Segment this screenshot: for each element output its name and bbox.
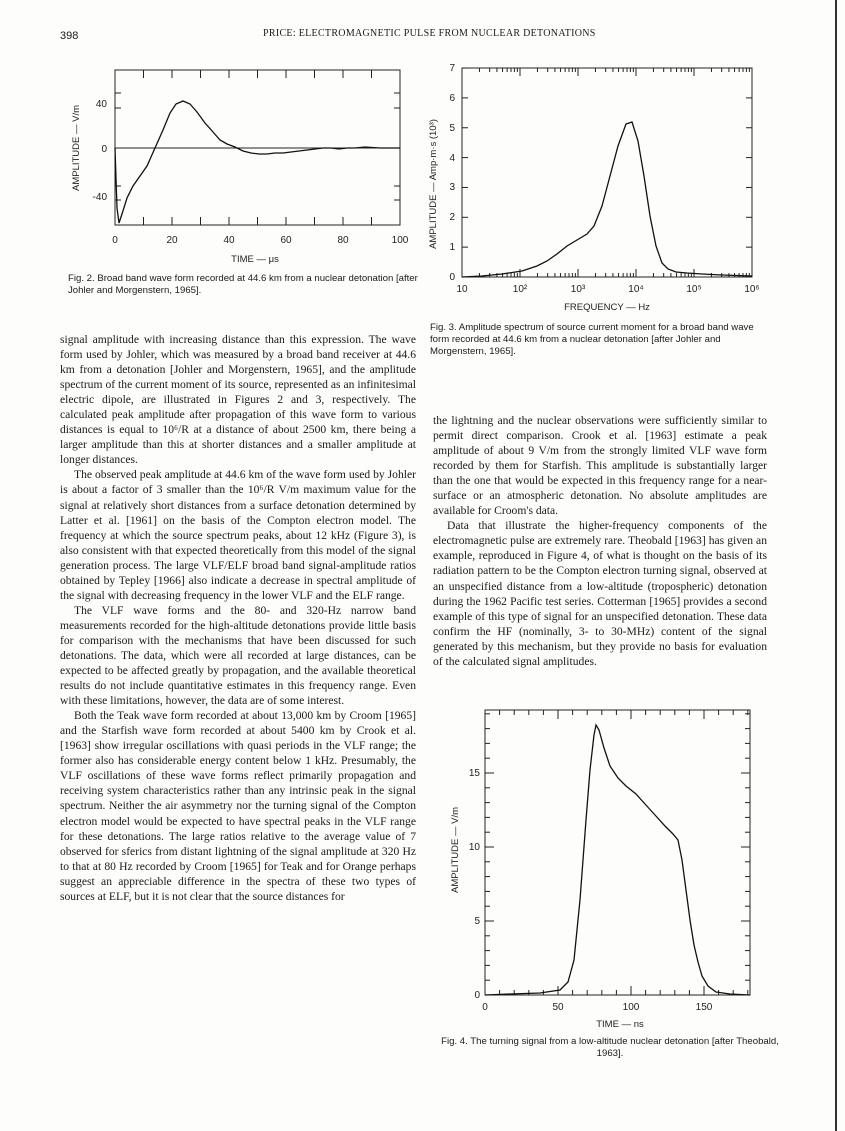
- left-column: [60, 332, 416, 904]
- fig4-ylabel: AMPLITUDE — V/m: [450, 806, 461, 894]
- paragraph: Data that illustrate the higher-frequency components of the electromagnetic pulse are extremely rare. Theobald [1963] has given an example, reproduced in Figure 4, of what is thought on the basis of its radiation pattern to be the Compton electron turning signal, observed at an unspecified distance from a low-altitude (tropospheric) detonation during the 1962 Pacific test series. Cotterman [1965] provides a second example of this type of signal for an unspecified detonation. These data confirm the HF (nominally, 3- to 30-MHz) content of the signal generated by this mechanism, but they provide no basis for evaluation of the calculated signal amplitudes.: [433, 519, 767, 668]
- fig4-frame: [485, 710, 750, 995]
- fig3-xtick: 10⁴: [628, 284, 644, 295]
- fig2-ytick: 0: [101, 144, 107, 155]
- paragraph: signal amplitude with increasing distance than this expression. The wave form used by Johler, which was measured by a broad band receiver at 44.6 km from a detonation [Johler and Morgenstern, 1965], and the amplitude spectrum of the current moment of its source, represented as an infinitesimal electric dipole, are illustrated in Figures 2 and 3, respectively. The calculated peak amplitude after propagation of this wave form to various distances is equal to 10⁶/R at a distance of about 2500 km, there being a larger amplitude than this at shorter distances and a smaller amplitude at longer distances.: [60, 333, 416, 467]
- fig4-xtick: 0: [482, 1002, 488, 1013]
- figure-4-chart: [440, 700, 760, 1030]
- figure-3-chart: [422, 56, 772, 318]
- running-head: PRICE: ELECTROMAGNETIC PULSE FROM NUCLEAR DETONATIONS: [263, 28, 596, 39]
- paragraph: Both the Teak wave form recorded at about 13,000 km by Croom [1965] and the Starfish wave form recorded at about 5400 km by Crook et al. [1963] show irregular oscillations with quasi periods in the VLF range; the former also has considerable energy content below 1 kHz. Presumably, the VLF oscillations of these wave forms reflect primarily propagation and receiving system characteristics rather than any intrinsic peak in the signal spectrum. Neither the air asymmetry nor the turning signal of the Compton electron model would be expected to have spectral peaks in the VLF range for these detonations. The large ratios relative to the average value of 7 observed for sferics from distant lightning of the signal amplitude at 320 Hz to that at 80 Hz recorded by Croom [1965] for Teak and for Orange perhaps suggest an appreciable difference in the spectra of these two types of sources at ELF, but it is not clear that the source distances for: [60, 709, 416, 903]
- fig4-xtick: 100: [622, 1002, 640, 1013]
- fig4-ytick: 0: [474, 990, 480, 1001]
- fig3-frame: [462, 68, 752, 277]
- fig3-ytick: 0: [449, 272, 455, 283]
- fig2-ylabel: AMPLITUDE — V/m: [71, 104, 82, 192]
- fig4-ytick: 10: [468, 842, 480, 853]
- fig3-ytick: 7: [449, 63, 455, 74]
- fig4-xtick: 150: [695, 1002, 713, 1013]
- fig4-ytick: 5: [474, 916, 480, 927]
- figure-3-caption: Fig. 3. Amplitude spectrum of source current moment for a broad band wave form recorded at 44.6 km from a nuclear detonation [after Johler and Morgenstern, 1965].: [430, 322, 754, 357]
- fig4-xlabel: TIME — ns: [596, 1019, 644, 1030]
- fig3-ytick: 4: [449, 153, 455, 164]
- fig2-ytick: -40: [92, 192, 107, 203]
- fig3-ytick: 5: [449, 123, 455, 134]
- fig2-ytick: 40: [95, 99, 107, 110]
- fig3-ytick: 6: [449, 93, 455, 104]
- fig2-xtick: 20: [166, 235, 178, 246]
- fig3-ytick: 3: [449, 182, 455, 193]
- fig4-xtick: 50: [552, 1002, 564, 1013]
- fig2-xtick: 80: [337, 235, 349, 246]
- paragraph: The observed peak amplitude at 44.6 km of the wave form used by Johler is about a factor of 3 smaller than the 10⁶/R V/m maximum value for the signal at relatively short distances from a surface detonation determined by Latter et al. [1961] on the basis of the Compton electron model. The frequency at which the source spectrum peaks, about 12 kHz (Figure 3), is also consistent with that expected theoretically from this model of the signal generation process. The large VLF/ELF broad band signal-amplitude ratios obtained by Tepley [1966] also indicate a decrease in spectral amplitude of the signal with decreasing frequency in the lower VLF and the ELF range.: [60, 468, 416, 602]
- page-edge: [835, 0, 837, 1131]
- fig2-waveform: [115, 101, 400, 223]
- figure-2-chart: [55, 58, 415, 268]
- fig3-ytick: 1: [449, 242, 455, 253]
- fig4-ytick: 15: [468, 768, 480, 779]
- page-number: 398: [60, 30, 79, 42]
- fig2-xtick: 60: [280, 235, 292, 246]
- fig3-ytick: 2: [449, 212, 455, 223]
- fig2-xtick: 0: [112, 235, 118, 246]
- fig4-signal: [485, 725, 750, 995]
- fig3-xlabel: FREQUENCY — Hz: [564, 302, 650, 313]
- figure-2-caption: Fig. 2. Broad band wave form recorded at 44.6 km from a nuclear detonation [after Johler and Morgenstern, 1965].: [68, 273, 418, 296]
- fig3-xtick: 10⁶: [744, 284, 760, 295]
- paragraph: the lightning and the nuclear observations were sufficiently similar to permit direct comparison. Crook et al. [1963] estimate a peak amplitude of about 9 V/m from the strongly limited VLF wave form recorded by them for Starfish. This amplitude is substantially larger than the one that would be expected in this frequency range for a near-surface or an atmospheric detonation. No absolute amplitudes are available for Croom's data.: [433, 414, 767, 518]
- fig3-ylabel: AMPLITUDE — Amp·m·s (10³): [428, 119, 439, 249]
- fig3-spectrum: [462, 122, 752, 277]
- paragraph: The VLF wave forms and the 80- and 320-Hz narrow band measurements recorded for the high-altitude detonations provide little basis for comparison with the mechanisms that have been discussed for such detonations. The data, which were all recorded at large distances, can be expected to be affected greatly by propagation, and the available theoretical results do not include quantitative estimates in this frequency range. Even with these limitations, however, the data are of some interest.: [60, 603, 416, 708]
- fig3-xtick: 10²: [512, 284, 528, 295]
- right-column: [433, 413, 767, 669]
- fig3-xtick: 10³: [570, 284, 586, 295]
- fig2-xtick: 40: [223, 235, 235, 246]
- figure-4-caption: Fig. 4. The turning signal from a low-altitude nuclear detonation [after Theobald, 1963].: [441, 1036, 779, 1059]
- fig3-xtick: 10: [456, 284, 468, 295]
- fig2-xtick: 100: [391, 235, 409, 246]
- fig2-xlabel: TIME — μs: [231, 254, 279, 265]
- fig3-xtick: 10⁵: [686, 284, 702, 295]
